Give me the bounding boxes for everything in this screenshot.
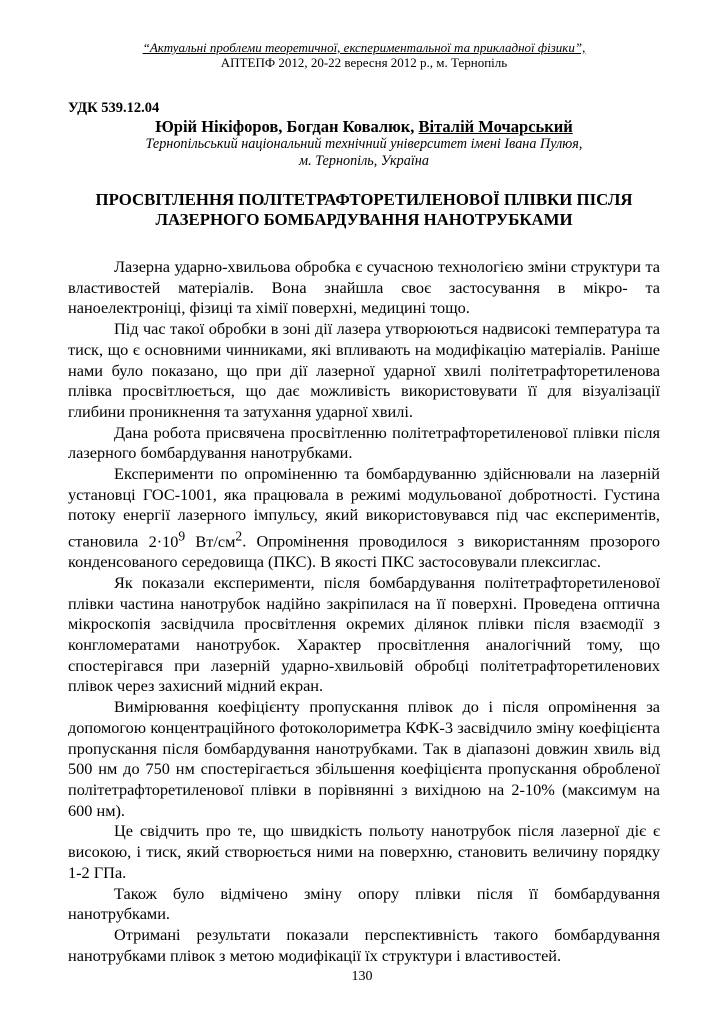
author-list xyxy=(68,117,660,136)
co-authors: Юрій Нікіфоров, Богдан Ковалюк, xyxy=(155,117,419,136)
affiliation-city: м. Тернопіль, Україна xyxy=(299,153,429,169)
article-title-line-1: ПРОСВІТЛЕННЯ ПОЛІТЕТРАФТОРЕТИЛЕНОВОЇ ПЛІВКИ ПІСЛЯ xyxy=(95,190,633,209)
udc-code: УДК 539.12.04 xyxy=(68,100,160,116)
paragraph-4-text-start: Експерименти по опроміненню та бомбардуванню здійснювали на лазерній установці ГОС-1001, яка працювала в режимі модульованої добротності. Густина потоку енергії лазерного імпульсу, який використовувався під час експериментів, становила xyxy=(68,464,660,551)
paragraph-6: Вимірювання коефіцієнту пропускання плівок до і після опромінення за допомогою концентраційного фотоколориметра КФК-3 засвідчило зміну коефіцієнта пропускання після бомбардування нанотрубками. Так в діапазоні довжин хвиль від 500 нм до 750 нм спостерігається збільшення коефіцієнта пропускання обробленої політетрафторетиленової плівки в порівнянні з вихідною на 2-10% (максимум на 600 нм). xyxy=(68,697,660,820)
page-number: 130 xyxy=(351,969,373,984)
paragraph-9: Отримані результати показали перспективність такого бомбардування нанотрубками плівок з метою модифікації їх структури і властивостей. xyxy=(68,924,660,965)
paragraph-4-text-end: . Опромінення проводилося з використанням прозорого конденсованого середовища (ПКС). В якості ПКС застосовували плексиглас. xyxy=(68,531,660,572)
paragraph-3: Дана робота присвячена просвітленню політетрафторетиленової плівки після лазерного бомбардування нанотрубками. xyxy=(68,422,660,463)
energy-unit: Вт/см xyxy=(185,531,236,551)
article-title xyxy=(68,190,660,230)
energy-exponent: 9 xyxy=(178,528,186,544)
paragraph-2: Під час такої обробки в зоні дії лазера утворюються надвисокі температура та тиск, що є основними чинниками, які впливають на модифікацію матеріалів. Раніше нами було показано, що при дії лазерної ударної хвилі політетрафторетиленова плівка просвітлюється, що дає можливість використовувати її для візуалізації глибини проникнення та затухання ударної хвилі. xyxy=(68,319,660,421)
paragraph-8: Також було відмічено зміну опору плівки після її бомбардування нанотрубками. xyxy=(68,883,660,924)
paragraph-7: Це свідчить про те, що швидкість польоту нанотрубок після лазерної діє є високою, і тиск, який створюється ними на поверхню, становить величину порядку 1-2 ГПа. xyxy=(68,821,660,882)
paragraph-1: Лазерна ударно-хвильова обробка є сучасною технологією зміни структури та властивостей матеріалів. Вона знайшла своє застосування в мікро- та наноелектроніці, фізиці та хімії поверхні, медицині тощо. xyxy=(68,257,660,318)
conference-title: “Актуальні проблеми теоретичної, експериментальної та прикладної фізики”, xyxy=(142,40,586,55)
article-title-line-2: ЛАЗЕРНОГО БОМБАРДУВАННЯ НАНОТРУБКАМИ xyxy=(155,210,573,229)
energy-density-value xyxy=(148,528,243,551)
affiliation xyxy=(68,136,660,170)
running-header xyxy=(68,40,660,70)
paragraph-5: Як показали експерименти, після бомбардування політетрафторетиленової плівки частина нанотрубок надійно закріпилася на її поверхні. Проведена оптична мікроскопія засвідчила просвітлення окремих ділянок плівки після взаємодії з конгломератами нанотрубок. Характер просвітлення аналогічний тому, що спостерігався при лазерній ударно-хвильовій обробці політетрафторетиленових плівок через захисний мідний екран. xyxy=(68,572,660,696)
energy-unit-exponent: 2 xyxy=(235,528,243,544)
presenting-author: Віталій Мочарський xyxy=(418,117,573,136)
conference-details: АПТЕПФ 2012, 20-22 вересня 2012 р., м. Тернопіль xyxy=(220,55,508,70)
paragraph-4 xyxy=(68,464,660,573)
affiliation-institution: Тернопільський національний технічний університет імені Івана Пулюя, xyxy=(145,136,583,152)
energy-mantissa: 2·10 xyxy=(148,531,179,551)
article-body xyxy=(68,257,660,966)
